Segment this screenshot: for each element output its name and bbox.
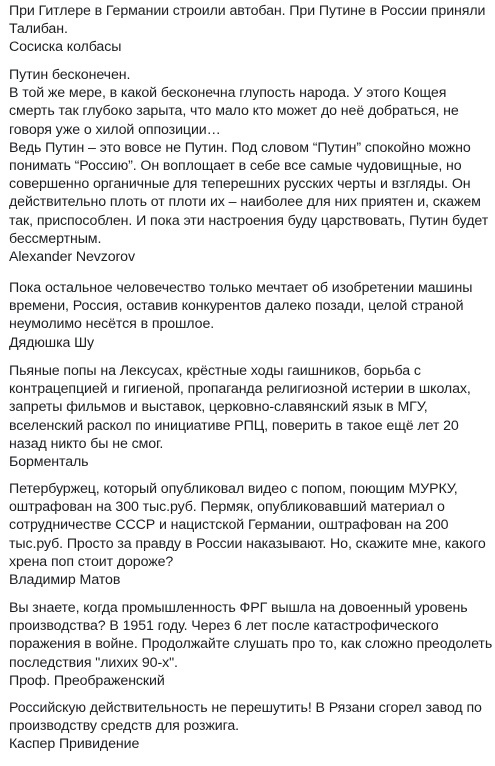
quote-text: В той же мере, в какой бесконечна глупость народа. У этого Кощея смерть так глубоко зарыта, что мало кто может до неё добраться, не говоря уже о хилой оппозиции… [9,85,459,138]
quote-block-1 [9,2,493,57]
quote-author: Борменталь [9,454,89,471]
quote-author: Проф. Преображенский [9,672,165,689]
quote-text: Петербуржец, который опубликовал видео с попом, поющим МУРКУ, оштрафован на 300 тыс.руб. Пермяк, опубликовавший материал о сотрудничестве СССР и нацистской Германии, оштрафован на 200 тыс.руб. Просто за правду в России наказывают. Но, скажите мне, какого хрена поп стоит дороже? [9,481,486,570]
quote-author: Alexander Nevzorov [9,249,135,266]
quote-text: Вы знаете, когда промышленность ФРГ вышла на довоенный уровень производства? В 1951 году. Через 6 лет после катастрофического поражения в войне. Продолжайте слушать про то, как сложно преодолеть последствия "лихих 90-х". [9,600,493,671]
quote-block-7 [9,699,493,754]
quote-author: Сосиска колбасы [9,39,122,56]
quote-block-6 [9,599,493,690]
quote-block-3 [9,279,493,352]
quote-block-2 [9,66,493,266]
quote-text: Пока остальное человечество только мечтает об изобретении машины времени, Россия, оставив конкурентов далеко позади, целой страной неумолимо несётся в прошлое. [9,280,473,333]
quote-author: Дядюшка Шу [9,334,95,351]
quote-block-5 [9,480,493,589]
quote-author: Каспер Привидение [9,736,140,753]
quote-text: Российскую действительность не перешутить! В Рязани сгорел завод по производству средств для розжига. [9,700,482,735]
quote-text: Путин бесконечен. [9,67,131,83]
quote-block-4 [9,362,493,471]
quote-text: Ведь Путин – это вовсе не Путин. Под словом “Путин” спокойно можно понимать “Россию”. Он воплощает в себе все самые чудовищные, но совершенно органичные для теперешних русских черты и взгляды. Он действительно плоть от плоти их – наиболее для них приятен и, скажем так, приспособлен. И пока эти настроения буду царствовать, Путин будет бессмертным. [9,139,489,247]
quote-text: При Гитлере в Германии строили автобан. При Путине в России приняли Талибан. [9,3,486,38]
quote-text: Пьяные попы на Лексусах, крёстные ходы гаишников, борьба с контрацепцией и гигиеной, пропаганда религиозной истерии в школах, запреты фильмов и выставок, церковно-славянский язык в МГУ, вселенский раскол по инициативе РПЦ, поверить в такое ещё лет 20 назад никто бы не смог. [9,363,471,452]
quote-author: Владимир Матов [9,572,121,589]
